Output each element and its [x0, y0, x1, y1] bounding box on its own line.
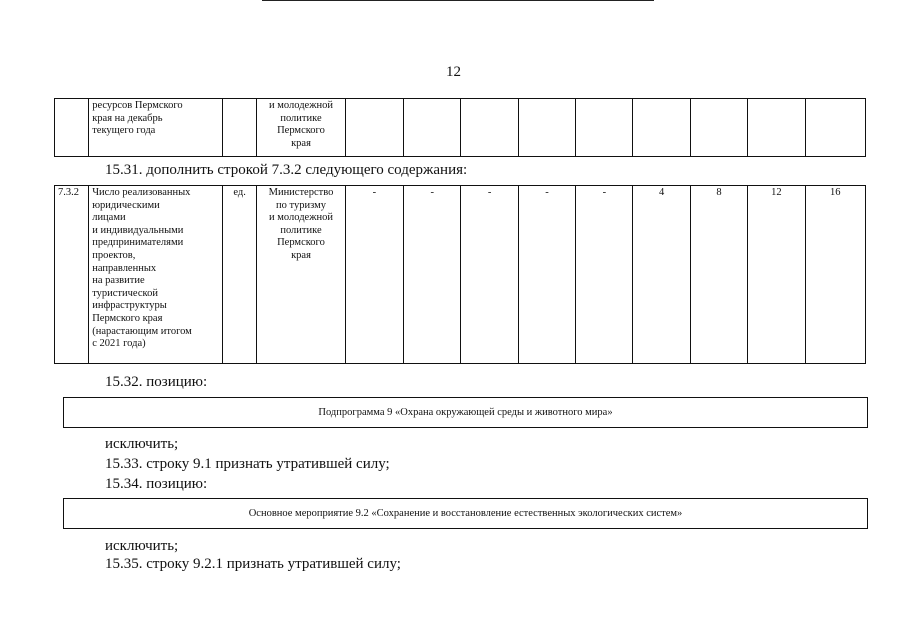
cell-value — [404, 99, 461, 157]
cell-value: - — [345, 186, 403, 364]
table-continuation — [54, 98, 866, 157]
cell-num — [55, 99, 89, 157]
top-rule — [262, 0, 654, 1]
cell-value: - — [404, 186, 461, 364]
cell-value: - — [576, 186, 633, 364]
cell-value: 12 — [748, 186, 805, 364]
cell-value — [805, 99, 865, 157]
exclude-2: исключить; — [105, 538, 179, 554]
cell-value — [633, 99, 690, 157]
page-number: 12 — [446, 64, 461, 80]
subprogram-9-text: Подпрограмма 9 «Охрана окружающей среды и животного мира» — [318, 407, 613, 418]
activity-9-2-text: Основное мероприятие 9.2 «Сохранение и восстановление естественных экологических систем» — [248, 508, 683, 519]
paragraph-15-31: 15.31. дополнить строкой 7.3.2 следующего содержания: — [105, 162, 468, 178]
cell-value — [345, 99, 403, 157]
table-row-7-3-2 — [54, 185, 866, 364]
paragraph-15-33: 15.33. строку 9.1 признать утратившей силу; — [105, 456, 390, 472]
cell-value — [748, 99, 805, 157]
cell-value: 8 — [690, 186, 747, 364]
cell-value: - — [518, 186, 575, 364]
cell-unit — [223, 99, 257, 157]
paragraph-15-35: 15.35. строку 9.2.1 признать утратившей силу; — [105, 556, 401, 572]
table-row — [55, 99, 866, 157]
cell-value — [576, 99, 633, 157]
cell-desc: Число реализованных юридическими лицами и индивидуальными предпринимателями проектов, направленных на развитие туристической инфраструктуры Пермского края (нарастающим итогом с 2021 года) — [89, 186, 223, 364]
table-row — [55, 186, 866, 364]
cell-num: 7.3.2 — [55, 186, 89, 364]
paragraph-15-34: 15.34. позицию: — [105, 476, 208, 492]
cell-value — [518, 99, 575, 157]
cell-unit: ед. — [223, 186, 257, 364]
paragraph-15-32: 15.32. позицию: — [105, 374, 208, 390]
cell-responsible: Министерство по туризму и молодежной политике Пермского края — [257, 186, 346, 364]
cell-value: 4 — [633, 186, 690, 364]
activity-9-2-box — [63, 498, 868, 529]
cell-value: 16 — [805, 186, 865, 364]
cell-value — [461, 99, 518, 157]
exclude-1: исключить; — [105, 436, 179, 452]
cell-responsible: и молодежной политике Пермского края — [257, 99, 346, 157]
cell-value — [690, 99, 747, 157]
cell-desc: ресурсов Пермского края на декабрь текущего года — [89, 99, 223, 157]
subprogram-9-box — [63, 397, 868, 428]
cell-value: - — [461, 186, 518, 364]
